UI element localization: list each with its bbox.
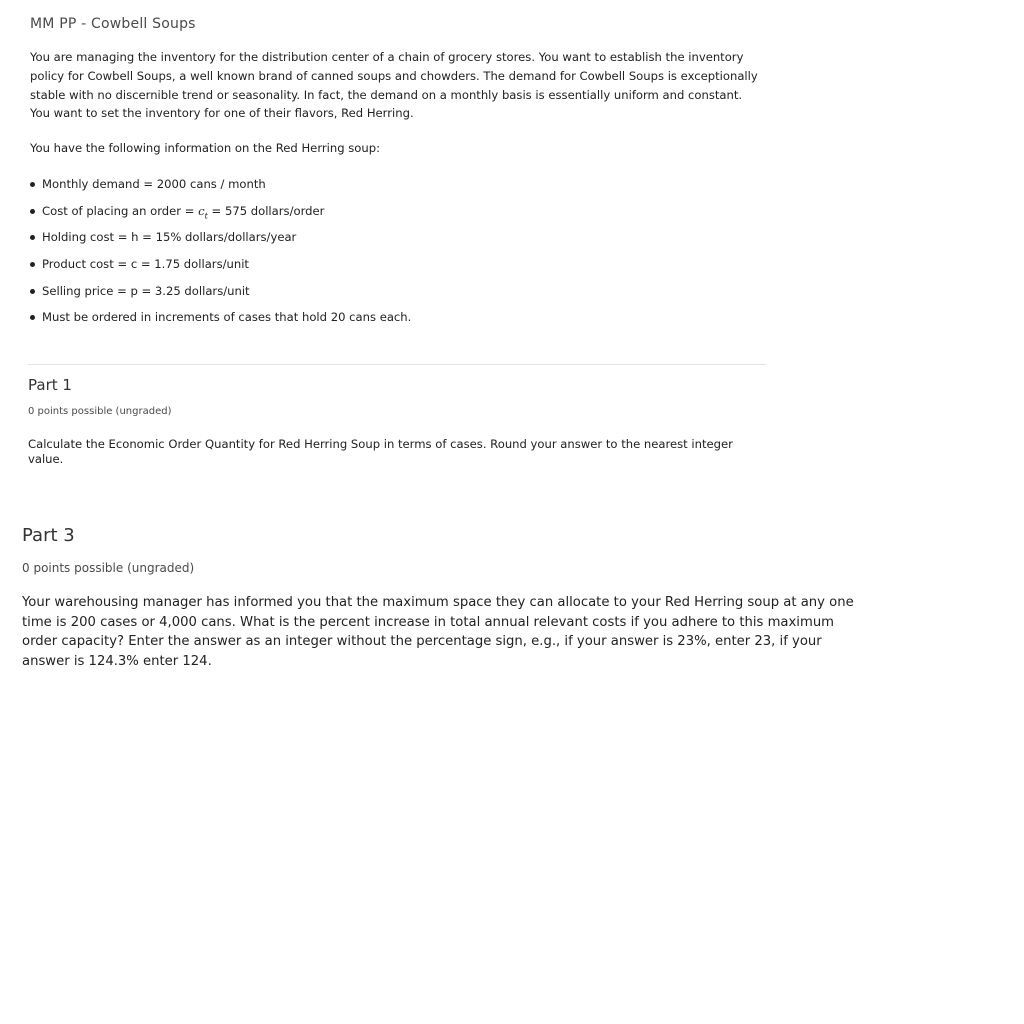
bullet-icon: [30, 209, 35, 214]
info-lead-text: You have the following information on the Red Herring soup:: [30, 141, 381, 156]
list-item: [30, 284, 768, 311]
order-cost-value: = 575 dollars/order: [207, 203, 325, 218]
list-item-text: Cost of placing an order =: [42, 203, 199, 218]
part-3-points: 0 points possible (ungraded): [22, 561, 195, 575]
list-item-text: Holding cost = h = 15% dollars/dollars/year: [42, 230, 297, 245]
part-3-heading: Part 3: [22, 525, 75, 546]
bullet-icon: [30, 182, 35, 187]
list-item-text: Product cost = c = 1.75 dollars/unit: [42, 256, 249, 271]
list-item-text: Must be ordered in increments of cases that hold 20 cans each.: [42, 310, 412, 325]
list-item: [30, 204, 768, 231]
section-divider: [28, 364, 766, 365]
bullet-icon: [30, 235, 35, 240]
bullet-icon: [30, 315, 35, 320]
list-item: [30, 310, 768, 337]
problem-statement: [28, 12, 768, 337]
part-1-heading: Part 1: [28, 376, 72, 394]
info-list: [30, 177, 768, 337]
bullet-icon: [30, 289, 35, 294]
list-item: [30, 177, 768, 204]
page-title: MM PP - Cowbell Soups: [30, 16, 196, 32]
part-1-section: [28, 376, 768, 466]
part-1-question: Calculate the Economic Order Quantity for Red Herring Soup in terms of cases. Round your answer to the nearest integer value.: [28, 437, 733, 466]
list-item: [30, 230, 768, 257]
list-item-text: Monthly demand = 2000 cans / month: [42, 177, 266, 192]
order-cost-symbol: $c_t$: [198, 203, 208, 221]
part-3-section: [22, 525, 862, 671]
intro-paragraph: You are managing the inventory for the distribution center of a chain of grocery stores. You want to establish the inventory policy for Cowbell Soups, a well known brand of canned soups and chowders. The demand for Cowbell Soups is exceptionally stable with no discernible trend or seasonality. In fact, the demand on a monthly basis is essentially uniform and constant. You want to set the inventory for one of their flavors, Red Herring.: [30, 50, 758, 121]
part-1-points: 0 points possible (ungraded): [28, 406, 172, 417]
list-item-text: Selling price = p = 3.25 dollars/unit: [42, 283, 250, 298]
bullet-icon: [30, 262, 35, 267]
list-item: [30, 257, 768, 284]
part-3-question: Your warehousing manager has informed you that the maximum space they can allocate to your Red Herring soup at any one time is 200 cases or 4,000 cans. What is the percent increase in total annual relevant costs if you adhere to this maximum order capacity? Enter the answer as an integer without the percentage sign, e.g., if your answer is 23%, enter 23, if your answer is 124.3% enter 124.: [22, 595, 854, 669]
